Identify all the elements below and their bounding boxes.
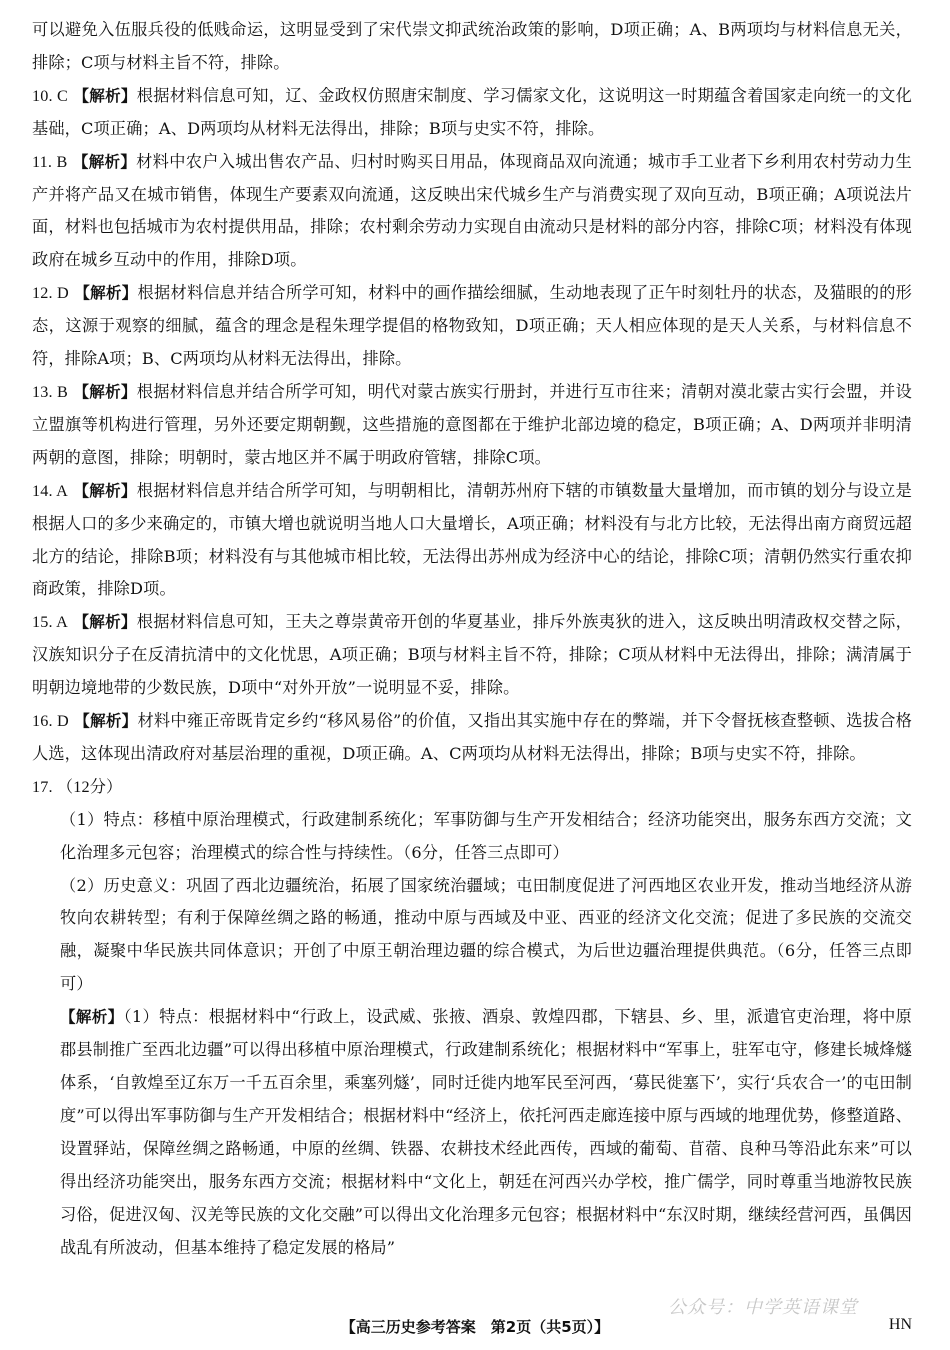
answer-item-10	[32, 80, 912, 146]
analysis-label: 【解析】	[73, 382, 137, 401]
answer-text: 根据材料信息并结合所学可知，明代对蒙古族实行册封，并进行互市往来；清朝对漠北蒙古实行会盟，并设立盟旗等机构进行管理，另外还要定期朝觐，这些措施的意图都在于维护北部边境的稳定，B项正确；A、D两项并非明清两朝的意图，排除；明朝时，蒙古地区并不属于明政府管辖，排除C项。	[32, 381, 912, 467]
page-footer	[0, 1310, 950, 1340]
q17-analysis	[60, 1001, 912, 1264]
answer-content	[32, 14, 912, 1264]
answer-item-12	[32, 277, 912, 376]
analysis-label: 【解析】	[73, 481, 137, 500]
question-number: 16. D	[32, 712, 69, 731]
question-number: 15. A	[32, 613, 68, 632]
analysis-label: 【解析】	[74, 284, 138, 303]
question-number: 10. C	[32, 86, 68, 105]
q17-answer-block	[32, 804, 912, 1265]
question-number: 17. （12分）	[32, 777, 123, 796]
answer-item-13	[32, 376, 912, 475]
answer-item-15	[32, 606, 912, 705]
paragraph-text: 可以避免入伍服兵役的低贱命运，这明显受到了宋代崇文抑武统治政策的影响，D项正确；A、B两项均与材料信息无关，排除；C项与材料主旨不符，排除。	[32, 20, 912, 72]
answer-text: 根据材料信息可知，辽、金政权仿照唐宋制度、学习儒家文化，这说明这一时期蕴含着国家走向统一的文化基础，C项正确；A、D两项均从材料无法得出，排除；B项与史实不符，排除。	[32, 85, 912, 138]
q17-part1: （1）特点：移植中原治理模式，行政建制系统化；军事防御与生产开发相结合；经济功能突出，服务东西方交流；文化治理多元包容；治理模式的综合性与持续性。（6分，任答三点即可）	[60, 809, 912, 862]
answer-item-16	[32, 705, 912, 771]
analysis-label: 【解析】	[60, 1008, 124, 1027]
answer-paragraph-continued	[32, 14, 912, 80]
answer-text: 材料中农户入城出售农产品、归村时购买日用品，体现商品双向流通；城市手工业者下乡利用农村劳动力生产并将产品又在城市销售，体现生产要素双向流通，这反映出宋代城乡生产与消费实现了双向互动，B项正确；A项说法片面，材料也包括城市为农村提供用品，排除；农村剩余劳动力实现自由流动只是材料的部分内容，排除C项；材料没有体现政府在城乡互动中的作用，排除D项。	[32, 151, 912, 270]
analysis-label: 【解析】	[73, 86, 137, 105]
question-number: 12. D	[32, 284, 69, 303]
question-number: 11. B	[32, 152, 68, 171]
answer-item-11	[32, 146, 912, 278]
answer-text: 材料中雍正帝既肯定乡约“移风易俗”的价值，又指出其实施中存在的弊端，并下令督抚核查整顿、选拔合格人选，这体现出清政府对基层治理的重视，D项正确。A、C两项均从材料无法得出，排除；B项与史实不符，排除。	[32, 711, 913, 763]
question-number: 13. B	[32, 382, 68, 401]
analysis-label: 【解析】	[74, 712, 138, 731]
footer-title: 【高三历史参考答案 第2页（共5页）】	[340, 1318, 610, 1336]
analysis-label: 【解析】	[72, 152, 137, 171]
analysis-text: （1）特点：根据材料中“行政上，设武威、张掖、酒泉、敦煌四郡，下辖县、乡、里，派遣官吏治理，将中原郡县制推广至西北边疆”可以得出移植中原治理模式，行政建制系统化；根据材料中“军事上，驻军屯守，修建长城烽燧体系，‘自敦煌至辽东万一千五百余里，乘塞列燧’，同时迁徙内地军民至河西，‘募民徙塞下’，实行‘兵农合一’的屯田制度”可以得出军事防御与生产开发相结合；根据材料中“经济上，依托河西走廊连接中原与西域的地理优势，修整道路、设置驿站，保障丝绸之路畅通，中原的丝绸、铁器、农耕技术经此西传，西域的葡萄、苜蓿、良种马等沿此东来”可以得出经济功能突出，服务东西方交流；根据材料中“文化上，朝廷在河西兴办学校，推广儒学，同时尊重当地游牧民族习俗，促进汉匈、汉羌等民族的文化交融”可以得出文化治理多元包容；根据材料中“东汉时期，继续经营河西，虽偶因战乱有所波动，但基本维持了稳定发展的格局”	[60, 1007, 912, 1257]
q17-part2: （2）历史意义：巩固了西北边疆统治，拓展了国家统治疆域；屯田制度促进了河西地区农业开发，推动当地经济从游牧向农耕转型；有利于保障丝绸之路的畅通，推动中原与西域及中亚、西亚的经济文化交流；促进了多民族的交流交融，凝聚中华民族共同体意识；开创了中原王朝治理边疆的综合模式，为后世边疆治理提供典范。（6分，任答三点即可）	[60, 875, 912, 994]
answer-text: 根据材料信息并结合所学可知，材料中的画作描绘细腻，生动地表现了正午时刻牡丹的状态，及猫眼的的形态，这源于观察的细腻，蕴含的理念是程朱理学提倡的格物致知，D项正确；天人相应体现的是天人关系，与材料信息不符，排除A项；B、C两项均从材料无法得出，排除。	[32, 283, 913, 369]
footer-code: HN	[888, 1316, 912, 1333]
watermark-text: 公众号：中学英语课堂	[668, 1297, 858, 1318]
answer-item-14	[32, 475, 912, 607]
answer-text: 根据材料信息可知，王夫之尊崇黄帝开创的华夏基业，排斥外族夷狄的进入，这反映出明清政权交替之际，汉族知识分子在反清抗清中的文化忧思，A项正确；B项与材料主旨不符，排除；C项从材料中无法得出，排除；满清属于明朝边境地带的少数民族，D项中“对外开放”一说明显不妥，排除。	[32, 612, 913, 698]
answer-item-17	[32, 771, 912, 804]
analysis-label: 【解析】	[73, 613, 137, 632]
question-number: 14. A	[32, 481, 68, 500]
answer-text: 根据材料信息并结合所学可知，与明朝相比，清朝苏州府下辖的市镇数量大量增加，而市镇的划分与设立是根据人口的多少来确定的，市镇大增也就说明当地人口大量增长，A项正确；材料没有与北方比较，无法得出南方商贸远超北方的结论，排除B项；材料没有与其他城市相比较，无法得出苏州成为经济中心的结论，排除C项；清朝仍然实行重农抑商政策，排除D项。	[32, 480, 913, 599]
